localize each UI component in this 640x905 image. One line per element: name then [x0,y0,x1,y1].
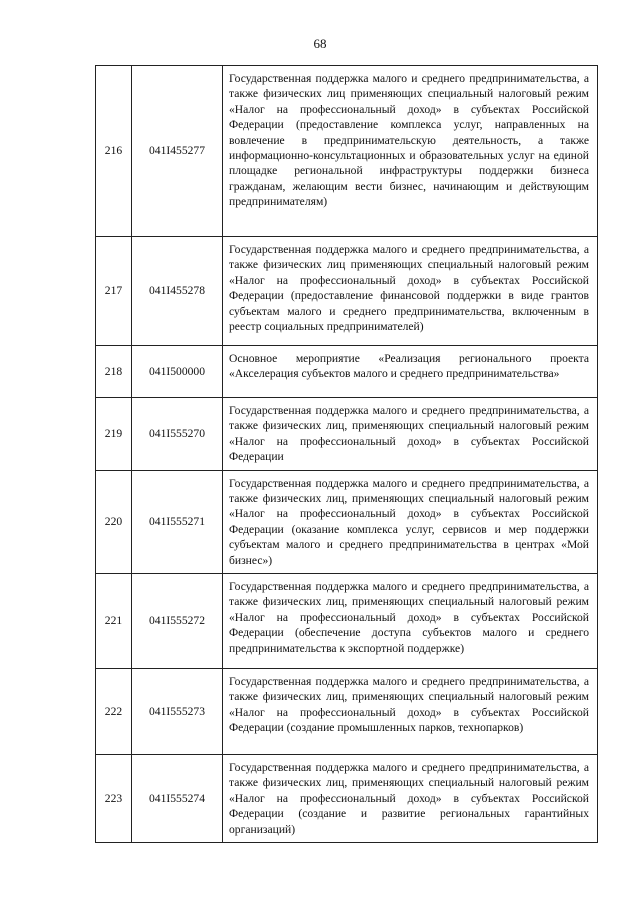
row-number: 216 [96,66,132,237]
row-number: 220 [96,470,132,573]
row-code: 041I555274 [132,755,223,843]
row-number: 222 [96,669,132,755]
table-row [96,470,598,573]
table-row [96,346,598,398]
row-description: Государственная поддержка малого и среднего предпринимательства, а также физических лиц, применяющих специальный налоговый режим «Налог на профессиональный доход» в субъектах Российской Федерации (обеспечение доступа субъектов малого и среднего предпринимательства к экспортной поддержке) [223,574,598,669]
row-code: 041I555273 [132,669,223,755]
row-number: 218 [96,346,132,398]
table-row [96,755,598,843]
row-number: 217 [96,237,132,346]
page-number: 68 [313,36,327,51]
row-code: 041I500000 [132,346,223,398]
table-row [96,574,598,669]
row-description: Государственная поддержка малого и среднего предпринимательства, а также физических лиц, применяющих специальный налоговый режим «Налог на профессиональный доход» в субъектах Российской Федерации (оказание комплекса услуг, сервисов и мер поддержки субъектам малого и среднего предпринимательства в центрах «Мой бизнес») [223,470,598,573]
row-description: Основное мероприятие «Реализация регионального проекта «Акселерация субъектов малого и среднего предпринимательства» [223,346,598,398]
row-number: 223 [96,755,132,843]
row-code: 041I455278 [132,237,223,346]
row-code: 041I555271 [132,470,223,573]
row-number: 221 [96,574,132,669]
budget-codes-table [95,65,598,843]
table-row [96,669,598,755]
row-description: Государственная поддержка малого и среднего предпринимательства, а также физических лиц применяющих специальный налоговый режим «Налог на профессиональный доход» в субъектах Российской Федерации (предоставление комплекса услуг, направленных на вовлечение в предпринимательскую деятельность, а также информационно-консультационных и образовательных услуг на единой площадке региональной инфраструктуры поддержки бизнеса гражданам, желающим вести бизнес, начинающим и действующим предпринимателям) [223,66,598,237]
table-row [96,398,598,471]
table-row [96,66,598,237]
row-description: Государственная поддержка малого и среднего предпринимательства, а также физических лиц, применяющих специальный налоговый режим «Налог на профессиональный доход» в субъектах Российской Федерации (создание промышленных парков, технопарков) [223,669,598,755]
table-row [96,237,598,346]
row-code: 041I555272 [132,574,223,669]
row-code: 041I555270 [132,398,223,471]
row-description: Государственная поддержка малого и среднего предпринимательства, а также физических лиц, применяющих специальный налоговый режим «Налог на профессиональный доход» в субъектах Российской Федерации (создание и развитие региональных гарантийных организаций) [223,755,598,843]
row-description: Государственная поддержка малого и среднего предпринимательства, а также физических лиц, применяющих специальный налоговый режим «Налог на профессиональный доход» в субъектах Российской Федерации [223,398,598,471]
row-code: 041I455277 [132,66,223,237]
row-number: 219 [96,398,132,471]
row-description: Государственная поддержка малого и среднего предпринимательства, а также физических лиц применяющих специальный налоговый режим «Налог на профессиональный доход» в субъектах Российской Федерации (предоставление финансовой поддержки в виде грантов субъектам малого и среднего предпринимательства, включенным в реестр социальных предпринимателей) [223,237,598,346]
